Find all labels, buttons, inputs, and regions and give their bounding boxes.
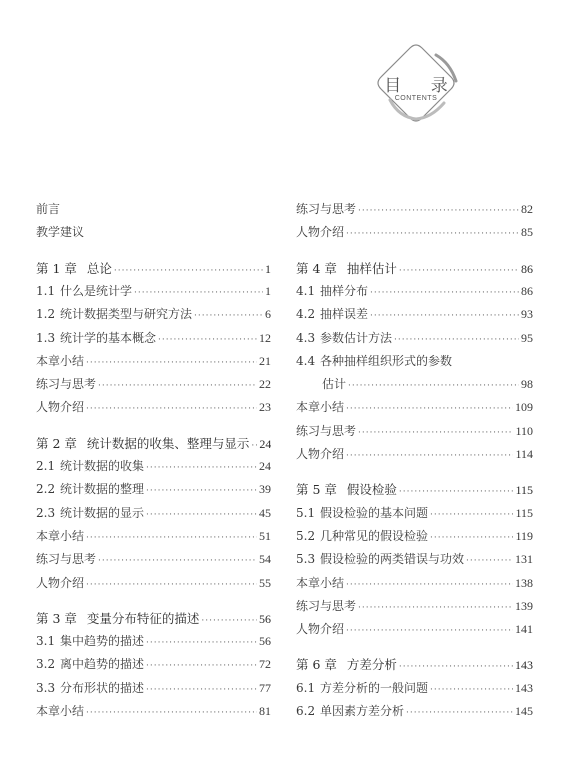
toc-entry[interactable] — [296, 223, 533, 240]
dot-leader — [134, 284, 263, 298]
toc-entry-number: 第 6 章 — [296, 657, 337, 673]
toc-entry-number: 第 2 章 — [36, 435, 77, 451]
toc-entry-label — [296, 655, 397, 673]
toc-entry-title: 本章小结 — [296, 400, 345, 415]
toc-entry-label — [296, 620, 344, 637]
toc-entry[interactable] — [36, 329, 271, 346]
toc-entry-label — [296, 375, 346, 392]
toc-entry[interactable] — [296, 398, 533, 415]
toc-entry[interactable] — [296, 679, 533, 696]
toc-entry[interactable] — [296, 200, 533, 217]
toc-entry-number: 第 5 章 — [296, 482, 337, 498]
dot-leader — [194, 307, 263, 321]
toc-entry-title: 假设检验的两类错误与功效 — [320, 552, 465, 567]
toc-page-number: 143 — [515, 680, 533, 695]
toc-entry-label — [36, 259, 112, 277]
toc-entry-label — [36, 375, 96, 392]
toc-entry-label — [36, 609, 199, 627]
toc-entry-label — [36, 480, 144, 497]
toc-entry-title: 练习与思考 — [296, 202, 357, 216]
toc-page-number: 143 — [515, 658, 533, 673]
toc-page-number: 6 — [265, 307, 271, 322]
toc-page-number: 86 — [521, 261, 533, 276]
toc-page-number: 24 — [259, 459, 271, 473]
toc-entry-title: 练习与思考 — [36, 377, 97, 392]
toc-entry-title: 统计数据的收集、整理与显示 — [86, 435, 250, 451]
toc-entry-title: 人物介绍 — [36, 400, 85, 415]
toc-entry-title: 方差分析 — [346, 657, 397, 673]
toc-entry-label — [36, 632, 144, 649]
toc-page-number: 141 — [515, 622, 533, 637]
toc-entry-title: 各种抽样组织形式的参数 — [320, 353, 453, 368]
dot-leader — [358, 599, 513, 613]
toc-entry-number: 4.3 — [296, 330, 316, 345]
toc-chapter-entry[interactable] — [296, 480, 533, 498]
toc-entry[interactable] — [296, 329, 533, 346]
toc-entry-number: 1.2 — [36, 307, 56, 322]
toc-entry-number: 第 1 章 — [36, 260, 77, 276]
toc-entry-title: 统计学的基本概念 — [60, 330, 157, 345]
dot-leader — [399, 657, 513, 672]
dot-leader — [201, 611, 257, 626]
toc-entry[interactable] — [36, 702, 271, 719]
toc-entry-title: 练习与思考 — [296, 598, 357, 613]
toc-page-number: 93 — [521, 307, 533, 322]
toc-entry-title: 几种常见的假设检验 — [320, 528, 429, 543]
toc-page-number: 119 — [515, 528, 533, 543]
dot-leader — [98, 377, 257, 391]
toc-entry-number: 6.1 — [296, 680, 316, 695]
dot-leader — [158, 331, 257, 345]
toc-entry-title: 估计 — [322, 377, 347, 392]
dot-leader — [346, 225, 519, 239]
dot-leader — [406, 704, 513, 718]
toc-page-number: 24 — [259, 436, 271, 451]
toc-entry[interactable] — [36, 223, 271, 240]
toc-entry-label — [36, 305, 192, 322]
toc-page-number: 77 — [259, 680, 271, 695]
toc-entry[interactable] — [36, 200, 271, 217]
toc-page-number: 72 — [259, 657, 271, 672]
toc-entry-title: 方差分析的一般问题 — [320, 680, 429, 695]
toc-entry-number: 5.3 — [296, 552, 316, 567]
dot-leader — [370, 307, 519, 321]
dot-leader — [466, 552, 513, 566]
toc-entry-title: 统计数据类型与研究方法 — [60, 307, 193, 322]
toc-entry[interactable] — [296, 620, 533, 637]
toc-page-number: 23 — [259, 400, 271, 415]
dot-leader — [346, 622, 513, 636]
toc-entry-label — [296, 504, 428, 521]
toc-entry[interactable] — [296, 282, 533, 299]
toc-entry-number: 6.2 — [296, 704, 316, 718]
toc-entry-title: 人物介绍 — [296, 622, 345, 637]
toc-page-number: 1 — [265, 261, 271, 276]
toc-page-number: 12 — [259, 330, 271, 345]
toc-entry-label — [296, 679, 428, 696]
toc-entry-title: 单因素方差分析 — [320, 704, 405, 718]
dot-leader — [86, 400, 257, 414]
dot-leader — [114, 261, 263, 276]
toc-entry[interactable] — [296, 375, 533, 392]
toc-entry-label — [296, 282, 368, 299]
dot-leader — [358, 424, 513, 438]
toc-entry-label — [36, 574, 84, 591]
toc-entry-title: 抽样分布 — [320, 283, 369, 298]
toc-page-number: 131 — [515, 552, 533, 567]
dot-leader — [86, 529, 257, 543]
toc-page-number: 139 — [515, 598, 533, 613]
toc-entry-title: 本章小结 — [36, 704, 85, 718]
toc-entry-label — [36, 527, 84, 544]
toc-page-number: 81 — [259, 704, 271, 718]
toc-entry-label — [36, 550, 96, 567]
toc-entry-title: 人物介绍 — [296, 447, 345, 461]
toc-entry-label — [296, 702, 404, 719]
dot-leader — [86, 576, 257, 590]
toc-entry-number: 5.2 — [296, 528, 316, 543]
dot-leader — [146, 482, 257, 496]
toc-entry-title: 练习与思考 — [296, 423, 357, 438]
toc-entry-title: 人物介绍 — [296, 225, 345, 240]
toc-entry-label — [296, 550, 464, 567]
dot-leader — [430, 681, 513, 695]
toc-chapter-entry[interactable] — [36, 259, 271, 277]
dot-leader — [430, 506, 513, 520]
toc-entry-title: 练习与思考 — [36, 552, 97, 567]
toc-chapter-entry[interactable] — [36, 609, 271, 627]
toc-entry-number: 4.4 — [296, 353, 316, 368]
toc-entry-label — [36, 504, 144, 521]
toc-chapter-entry[interactable] — [36, 434, 271, 452]
toc-entry[interactable] — [36, 632, 271, 649]
toc-entry-number: 第 4 章 — [296, 260, 337, 276]
toc-entry-label — [296, 398, 344, 415]
toc-entry-title: 教学建议 — [36, 225, 85, 240]
toc-entry-label — [296, 597, 356, 614]
toc-entry-number: 4.1 — [296, 283, 316, 298]
toc-entry[interactable] — [296, 305, 533, 322]
toc-page-number: 1 — [265, 283, 271, 298]
toc-entry-number: 1.1 — [36, 283, 56, 298]
toc-entry-label — [36, 223, 84, 240]
toc-entry[interactable] — [296, 352, 533, 369]
toc-page-number: 82 — [521, 202, 533, 216]
toc-entry-label — [36, 457, 144, 474]
contents-emblem — [366, 33, 466, 133]
toc-entry[interactable] — [296, 422, 533, 439]
dot-leader — [146, 634, 257, 648]
toc-entry[interactable] — [36, 679, 271, 696]
toc-page-number: 39 — [259, 482, 271, 497]
toc-entry-title: 本章小结 — [296, 575, 345, 590]
toc-page-number: 54 — [259, 552, 271, 567]
toc-entry-number: 2.2 — [36, 482, 56, 497]
toc-entry-label — [36, 329, 156, 346]
toc-entry[interactable] — [36, 550, 271, 567]
dot-leader — [370, 284, 519, 298]
toc-entry[interactable] — [296, 527, 533, 544]
toc-entry[interactable] — [36, 527, 271, 544]
toc-page-number: 114 — [515, 447, 533, 461]
toc-entry-title: 统计数据的收集 — [60, 459, 145, 473]
toc-entry-label — [36, 655, 144, 672]
toc-page-number: 22 — [259, 377, 271, 392]
toc-entry[interactable] — [296, 504, 533, 521]
toc-entry[interactable] — [296, 597, 533, 614]
toc-entry-label — [296, 305, 368, 322]
dot-leader — [346, 576, 513, 590]
toc-entry-label — [296, 352, 452, 369]
toc-entry-title: 抽样误差 — [320, 307, 369, 322]
toc-entry-title: 假设检验的基本问题 — [320, 505, 429, 520]
toc-entry-title: 假设检验 — [346, 482, 397, 498]
toc-entry-title: 本章小结 — [36, 353, 85, 368]
toc-page-number: 55 — [259, 575, 271, 590]
toc-entry-title: 前言 — [36, 202, 61, 216]
toc-entry-title: 人物介绍 — [36, 575, 85, 590]
toc-page-number: 85 — [521, 225, 533, 240]
toc-entry-label — [296, 200, 356, 217]
toc-entry-number: 3.3 — [36, 680, 56, 695]
toc-entry-label — [296, 329, 392, 346]
toc-entry-number: 2.1 — [36, 459, 56, 473]
toc-entry[interactable] — [36, 305, 271, 322]
toc-page-number: 110 — [515, 423, 533, 438]
toc-entry-label — [296, 223, 344, 240]
toc-entry-number: 5.1 — [296, 505, 316, 520]
dot-leader — [146, 657, 257, 671]
toc-entry[interactable] — [36, 375, 271, 392]
toc-entry-number: 1.3 — [36, 330, 56, 345]
toc-entry-title: 抽样估计 — [346, 260, 397, 276]
contents-title: 目 录 — [384, 76, 460, 96]
toc-page-number: 138 — [515, 575, 533, 590]
toc-chapter-entry[interactable] — [296, 655, 533, 673]
dot-leader — [146, 459, 257, 473]
toc-entry-label — [36, 702, 84, 719]
toc-entry[interactable] — [296, 550, 533, 567]
dot-leader — [399, 482, 514, 497]
toc-entry-title: 参数估计方法 — [320, 330, 393, 345]
toc-entry-number: 3.1 — [36, 634, 56, 649]
toc-page-number: 86 — [521, 283, 533, 298]
toc-entry-number: 2.3 — [36, 505, 56, 520]
toc-entry-label — [36, 398, 84, 415]
dot-leader — [346, 447, 513, 461]
dot-leader — [98, 552, 257, 566]
toc-entry[interactable] — [296, 702, 533, 719]
toc-entry-label — [36, 200, 60, 217]
toc-page-number: 56 — [259, 634, 271, 649]
toc-entry-title: 变量分布特征的描述 — [86, 610, 200, 626]
toc-entry[interactable] — [36, 655, 271, 672]
toc-entry-title: 统计数据的显示 — [60, 505, 145, 520]
toc-chapter-entry[interactable] — [296, 259, 533, 277]
toc-entry-label — [36, 434, 249, 452]
dot-leader — [146, 681, 257, 695]
toc-entry-label — [296, 445, 344, 462]
toc-entry-label — [36, 352, 84, 369]
dot-leader — [146, 506, 257, 520]
toc-page-number: 98 — [521, 377, 533, 392]
toc-entry-title: 分布形状的描述 — [60, 680, 145, 695]
toc-page-number: 21 — [259, 353, 271, 368]
toc-entry-title: 集中趋势的描述 — [60, 634, 145, 649]
toc-entry-title: 离中趋势的描述 — [60, 657, 145, 672]
toc-entry[interactable] — [36, 504, 271, 521]
dot-leader — [358, 202, 519, 216]
toc-entry-title: 什么是统计学 — [60, 283, 133, 298]
toc-entry-number: 第 3 章 — [36, 610, 77, 626]
toc-entry[interactable] — [36, 282, 271, 299]
toc-entry-label — [296, 480, 397, 498]
toc-entry[interactable] — [296, 445, 533, 462]
toc-page-number: 115 — [515, 483, 533, 498]
toc-page-number: 95 — [521, 330, 533, 345]
toc-entry[interactable] — [36, 352, 271, 369]
toc-page-number: 56 — [259, 611, 271, 626]
dot-leader — [430, 529, 513, 543]
toc-entry-label — [36, 679, 144, 696]
dot-leader — [86, 354, 257, 368]
toc-entry-title: 本章小结 — [36, 528, 85, 543]
dot-leader — [251, 436, 257, 451]
toc-entry-title: 统计数据的整理 — [60, 482, 145, 497]
toc-page-number: 45 — [259, 505, 271, 520]
dot-leader — [394, 331, 519, 345]
toc-entry-number: 4.2 — [296, 307, 316, 322]
toc-entry-label — [296, 527, 428, 544]
contents-subtitle: CONTENTS — [394, 95, 438, 102]
toc-entry-label — [296, 422, 356, 439]
toc-page-number: 51 — [259, 528, 271, 543]
toc-page-number: 145 — [515, 704, 533, 718]
toc-entry[interactable] — [296, 574, 533, 591]
toc-entry[interactable] — [36, 574, 271, 591]
toc-entry-label — [296, 259, 397, 277]
dot-leader — [348, 377, 519, 391]
dot-leader — [399, 261, 519, 276]
toc-page-number: 115 — [515, 505, 533, 520]
toc-entry[interactable] — [36, 480, 271, 497]
toc-entry-title: 总论 — [86, 260, 112, 276]
toc-entry-label — [36, 282, 132, 299]
dot-leader — [86, 704, 257, 718]
toc-entry[interactable] — [36, 398, 271, 415]
toc-entry-number: 3.2 — [36, 657, 56, 672]
toc-entry[interactable] — [36, 457, 271, 474]
toc-page-number: 109 — [515, 400, 533, 415]
toc-entry-label — [296, 574, 344, 591]
dot-leader — [346, 400, 513, 414]
